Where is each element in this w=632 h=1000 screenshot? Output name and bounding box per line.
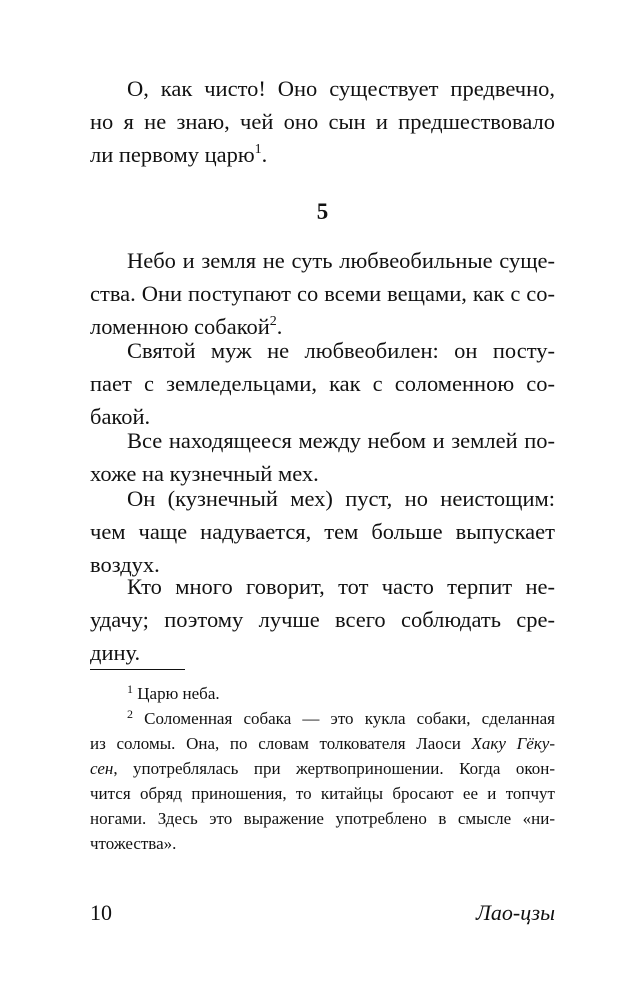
- text-line: Все находящееся между небом и землей по-: [127, 428, 555, 453]
- text-line: [90, 138, 555, 171]
- text-segment: Соломенная собака — это кукла собаки, сделанная: [133, 709, 555, 728]
- paragraph-4: [90, 482, 555, 581]
- text-segment: ли первому царю: [90, 142, 255, 167]
- text-line: [90, 731, 555, 756]
- paragraph-1: [90, 244, 555, 343]
- text-line: [90, 681, 555, 706]
- text-line: [90, 756, 555, 781]
- paragraph-2: [90, 334, 555, 433]
- text-segment: из соломы. Она, по словам толкователя Лаоси: [90, 734, 472, 753]
- text-line: [90, 706, 555, 731]
- text-line: Он (кузнечный мех) пуст, но неистощим:: [127, 486, 555, 511]
- footnote-divider: [90, 669, 185, 670]
- paragraph-top: [90, 72, 555, 171]
- text-line: хоже на кузнечный мех.: [90, 461, 319, 486]
- footnote-marker: 2: [127, 707, 133, 721]
- text-line: чем чаще надувается, тем больше выпускает: [90, 519, 555, 544]
- text-segment: Царю неба.: [133, 684, 220, 703]
- book-page: [90, 0, 555, 1000]
- text-line: пает с земледельцами, как с соломенною со-: [90, 371, 555, 396]
- text-line: воздух.: [90, 552, 160, 577]
- text-segment: , употреблялась при жертвоприношении. Когда окон-: [113, 759, 555, 778]
- text-segment-italic: Хаку Гёку-: [471, 734, 555, 753]
- section-number: 5: [316, 199, 329, 224]
- footnote-2: [90, 706, 555, 856]
- text-line: Святой муж не любвеобилен: он посту-: [127, 338, 555, 363]
- text-line: чится обряд приношения, то китайцы бросают ее и топчут: [90, 784, 555, 803]
- text-line: О, как чисто! Оно существует предвечно,: [127, 76, 555, 101]
- page-number: 10: [90, 900, 112, 925]
- text-line: Небо и земля не суть любвеобильные суще-: [127, 248, 555, 273]
- text-line: дину.: [90, 640, 141, 665]
- text-segment: ломенною собакой: [90, 314, 270, 339]
- text-line: но я не знаю, чей оно сын и предшествовало: [90, 109, 555, 134]
- text-segment: .: [261, 142, 268, 167]
- footnote-ref: 2: [269, 314, 277, 329]
- text-segment-italic: сен: [90, 759, 114, 778]
- footnote-ref: 1: [254, 142, 262, 157]
- text-line: ногами. Здесь это выражение употреблено в смысле «ни-: [90, 809, 555, 828]
- text-line: Кто много говорит, тот часто терпит не-: [127, 574, 555, 599]
- footnote-marker: 1: [127, 682, 133, 696]
- footnote-1: [90, 681, 555, 706]
- text-line: удачу; поэтому лучше всего соблюдать сре-: [90, 607, 555, 632]
- paragraph-3: [90, 424, 555, 490]
- text-line: бакой.: [90, 404, 151, 429]
- running-title: Лао-цзы: [476, 900, 555, 925]
- text-segment: .: [276, 314, 283, 339]
- paragraph-5: [90, 570, 555, 669]
- text-line: чтожества».: [90, 834, 177, 853]
- text-line: ства. Они поступают со всеми вещами, как с со-: [90, 281, 555, 306]
